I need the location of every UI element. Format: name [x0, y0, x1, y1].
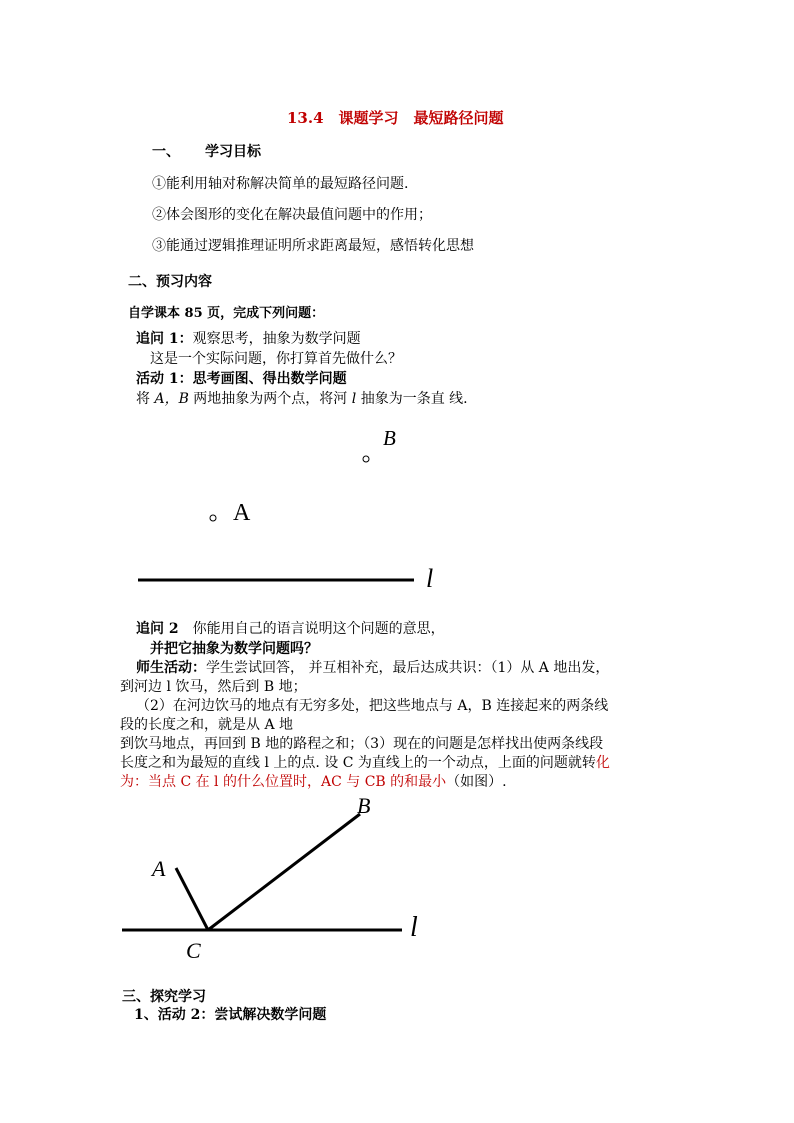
activity-1-heading: 活动 1：思考画图、得出数学问题	[136, 371, 347, 387]
goal-item: ③能通过逻辑推理证明所求距离最短，感悟转化思想	[152, 238, 474, 254]
section1-number: 一、	[152, 144, 180, 160]
goal-item: ①能利用轴对称解决简单的最短路径问题.	[152, 176, 409, 192]
section3-item-1: 1、活动 2：尝试解决数学问题	[134, 1007, 327, 1023]
text-fragment: （如图）.	[446, 774, 507, 790]
text-fragment: 两地抽象为两个点，将河	[188, 391, 352, 407]
question-1-label: 追问 1：	[136, 331, 193, 347]
figure-1-label-a: A	[233, 500, 251, 526]
figure-2-label-b: B	[357, 793, 371, 818]
figure-1-label-l: l	[426, 564, 434, 593]
question-2-label: 追问 2	[136, 621, 179, 637]
segment-cb	[208, 814, 360, 930]
activity-line: 学生尝试回答， 并互相补充，最后达成共识：（1）从 A 地出发，	[206, 660, 610, 676]
text-fragment: 将	[136, 391, 155, 407]
segment-ac	[176, 868, 208, 930]
figure-2-label-c: C	[186, 938, 201, 963]
activity-line: （2）在河边饮马的地点有无穷多处，把这些地点与 A，B 连接起来的两条线	[136, 698, 609, 714]
text-fragment: 化	[595, 755, 610, 771]
section1-heading: 学习目标	[205, 144, 261, 160]
section3-heading: 三、探究学习	[122, 989, 206, 1005]
question-2-text: 你能用自己的语言说明这个问题的意思，	[178, 621, 445, 637]
goal-item: ②体会图形的变化在解决最值问题中的作用；	[152, 207, 432, 223]
point-names: A，B	[154, 391, 189, 407]
question-1-text: 观察思考，抽象为数学问题	[192, 331, 361, 347]
figure-2-label-l: l	[410, 912, 418, 943]
text-fragment: 抽象为一条直 线.	[356, 391, 468, 407]
question-2-line2: 并把它抽象为数学问题吗？	[150, 641, 318, 657]
question-1-line2: 这是一个实际问题，你打算首先做什么？	[150, 351, 402, 367]
text-fragment: 为：当点 C 在 l 的什么位置时，AC 与 CB 的和最小	[120, 774, 447, 790]
instruction-text: 自学课本 85 页，完成下列问题：	[128, 306, 325, 321]
activity-line: 段的长度之和，就是从 A 地	[120, 717, 294, 733]
page-title: 13.4 课题学习 最短路径问题	[287, 109, 504, 127]
line-name: l	[351, 391, 357, 407]
activity-label: 师生活动：	[136, 660, 206, 676]
text-fragment: 长度之和为最短的直线 l 上的点. 设 C 为直线上的一个动点，上面的问题就转	[120, 755, 596, 771]
activity-line: 到饮马地点，再回到 B 地的路程之和；（3）现在的问题是怎样找出使两条线段	[120, 736, 604, 752]
section2-heading: 二、预习内容	[128, 274, 212, 290]
figure-1-label-b: B	[383, 426, 396, 450]
figure-2-label-a: A	[152, 856, 166, 881]
activity-line: 到河边 l 饮马，然后到 B 地；	[120, 679, 307, 695]
